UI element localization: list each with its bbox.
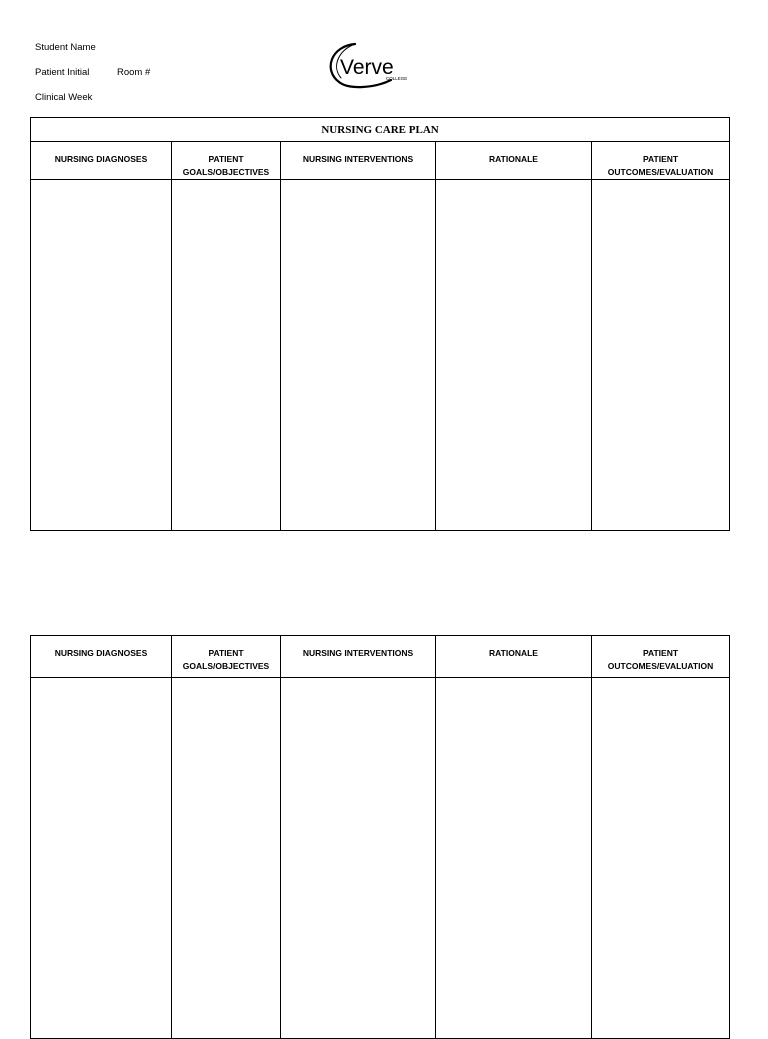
nursing-interventions-cell[interactable] <box>281 678 436 1039</box>
patient-goals-cell[interactable] <box>172 678 281 1039</box>
patient-initial-label: Patient Initial <box>35 67 90 78</box>
column-header-patient-goals: PATIENT GOALS/OBJECTIVES <box>172 142 281 180</box>
table-title: NURSING CARE PLAN <box>31 118 730 142</box>
column-header-nursing-interventions: NURSING INTERVENTIONS <box>281 142 436 180</box>
column-header-patient-outcomes: PATIENT OUTCOMES/EVALUATION <box>592 636 730 678</box>
nursing-care-plan-table-2 <box>30 635 730 1039</box>
room-number-label: Room # <box>117 67 151 78</box>
column-header-patient-goals: PATIENT GOALS/OBJECTIVES <box>172 636 281 678</box>
logo-subtext: COLLEGE <box>386 76 408 81</box>
logo-wordmark: Verve <box>340 56 394 79</box>
column-header-nursing-interventions: NURSING INTERVENTIONS <box>281 636 436 678</box>
nursing-care-plan-table-1 <box>30 117 730 531</box>
column-header-rationale: RATIONALE <box>436 636 592 678</box>
column-header-nursing-diagnoses: NURSING DIAGNOSES <box>31 142 172 180</box>
rationale-cell[interactable] <box>436 180 592 531</box>
rationale-cell[interactable] <box>436 678 592 1039</box>
clinical-week-label: Clinical Week <box>35 92 93 103</box>
column-header-nursing-diagnoses: NURSING DIAGNOSES <box>31 636 172 678</box>
verve-college-logo <box>325 40 415 92</box>
nursing-interventions-cell[interactable] <box>281 180 436 531</box>
nursing-diagnoses-cell[interactable] <box>31 678 172 1039</box>
patient-outcomes-cell[interactable] <box>592 678 730 1039</box>
nursing-diagnoses-cell[interactable] <box>31 180 172 531</box>
student-name-label: Student Name <box>35 42 96 53</box>
column-header-rationale: RATIONALE <box>436 142 592 180</box>
patient-goals-cell[interactable] <box>172 180 281 531</box>
column-header-patient-outcomes: PATIENT OUTCOMES/EVALUATION <box>592 142 730 180</box>
patient-outcomes-cell[interactable] <box>592 180 730 531</box>
